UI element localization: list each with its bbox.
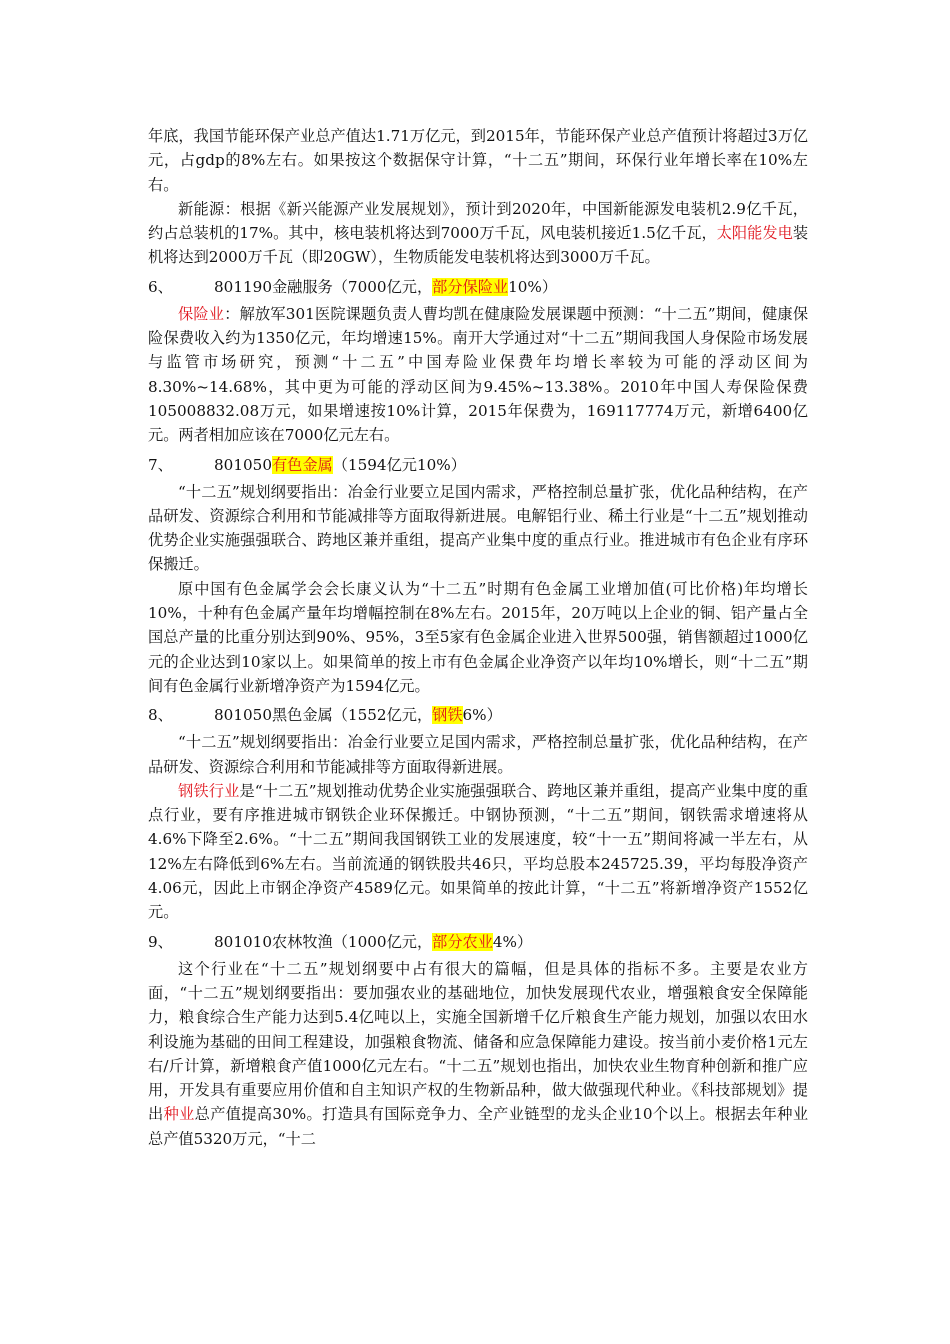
document-body xyxy=(148,124,808,1151)
heading-text: 801050 xyxy=(214,455,272,474)
heading-text: 6%） xyxy=(462,706,502,725)
highlighted-keyword-insurance: 部分保险业 xyxy=(432,277,509,296)
section-heading-7 xyxy=(148,453,808,477)
paragraph-new-energy xyxy=(148,197,808,270)
section-number: 6、 xyxy=(148,277,173,296)
paragraph-text: ：解放军301医院课题负责人曹均凯在健康险发展课题中预测：“十二五”期间，健康保险保费收入约为1350亿元，年均增速15%。南开大学通过对“十二五”期间我国人身保险市场发展与监管市场研究，预测“十二五”中国寿险业保费年均增长率较为可能的浮动区间为8.30%~14.68%，其中更为可能的浮动区间为9.45%~13.38%。2010年中国人寿保险保费105008832.08万元，如果增速按10%计算，2015年保费为，169117774万元，新增6400亿元。两者相加应该在7000亿元左右。 xyxy=(148,304,809,445)
heading-text: 801190金融服务（7000亿元， xyxy=(214,277,433,296)
paragraph-text: 装机将达到2000万千瓦（即20GW），生物质能发电装机将达到3000万千瓦。 xyxy=(148,224,809,267)
red-keyword-solar: 太阳能发电 xyxy=(716,224,793,243)
section-number: 7、 xyxy=(148,455,173,474)
heading-text: 10%） xyxy=(508,277,558,296)
paragraph-nonferrous-forecast xyxy=(148,577,808,698)
red-keyword-seed-industry: 种业 xyxy=(163,1105,195,1124)
section-heading-9 xyxy=(148,930,808,954)
heading-text: （1594亿元10%） xyxy=(332,455,466,474)
highlighted-keyword-steel: 钢铁 xyxy=(432,706,463,725)
paragraph-text: “十二五”规划纲要指出：冶金行业要立足国内需求，严格控制总量扩张，优化品种结构，在产品研发、资源综合利用和节能减排等方面取得新进展。电解铝行业、稀土行业是“十二五”规划推动优势企业实施强强联合、跨地区兼并重组，提高产业集中度的重点行业。推进城市有色企业有序环保搬迁。 xyxy=(148,482,808,574)
heading-text: 801050黑色金属（1552亿元， xyxy=(214,706,433,725)
paragraph-ferrous-plan xyxy=(148,730,808,779)
section-heading-6 xyxy=(148,275,808,299)
red-keyword-insurance: 保险业 xyxy=(178,304,225,323)
highlighted-keyword-agriculture: 部分农业 xyxy=(432,932,493,951)
paragraph-agriculture xyxy=(148,957,808,1151)
highlighted-keyword-nonferrous: 有色金属 xyxy=(271,455,333,474)
paragraph-text: 总产值提高30%。打造具有国际竞争力、全产业链型的龙头企业10个以上。根据去年种业总产值5320万元，“十二 xyxy=(148,1105,809,1148)
section-heading-8 xyxy=(148,703,808,727)
paragraph-text: 原中国有色金属学会会长康义认为“十二五”时期有色金属工业增加值(可比价格)年均增长10%，十种有色金属产量年均增幅控制在8%左右。2015年，20万吨以上企业的铜、铝产量占全国总产量的比重分别达到90%、95%，3至5家有色金属企业进入世界500强，销售额超过1000亿元的企业达到10家以上。如果简单的按上市有色金属企业净资产以年均10%增长，则“十二五”期间有色金属行业新增净资产为1594亿元。 xyxy=(148,579,808,695)
paragraph-text: “十二五”规划纲要指出：冶金行业要立足国内需求，严格控制总量扩张，优化品种结构，在产品研发、资源综合利用和节能减排等方面取得新进展。 xyxy=(148,733,808,776)
paragraph-text: 年底，我国节能环保产业总产值达1.71万亿元，到2015年，节能环保产业总产值预计将超过3万亿元，占gdp的8%左右。如果按这个数据保守计算，“十二五”期间，环保行业年增长率在10%左右。 xyxy=(148,127,808,194)
paragraph-steel-industry xyxy=(148,779,808,925)
paragraph-text: 是“十二五”规划推动优势企业实施强强联合、跨地区兼并重组，提高产业集中度的重点行业，要有序推进城市钢铁企业环保搬迁。中钢协预测，“十二五”期间，钢铁需求增速将从4.6%下降至2.6%。“十二五”期间我国钢铁工业的发展速度，较“十一五”期间将减一半左右，从12%左右降低到6%左右。当前流通的钢铁股共46只，平均总股本245725.39，平均每股净资产4.06元，因此上市钢企净资产4589亿元。如果简单的按此计算，“十二五”将新增净资产1552亿元。 xyxy=(148,781,809,922)
heading-text: 4%） xyxy=(492,932,533,951)
paragraph-text: 新能源：根据《新兴能源产业发展规划》，预计到2020年，中国新能源发电装机2.9亿千瓦，约占总装机的17%。其中，核电装机将达到7000万千瓦，风电装机接近1.5亿千瓦， xyxy=(148,199,808,243)
section-number: 9、 xyxy=(148,932,173,951)
paragraph-insurance xyxy=(148,302,808,448)
paragraph-env-growth xyxy=(148,124,808,197)
section-number: 8、 xyxy=(148,706,173,725)
heading-text: 801010农林牧渔（1000亿元， xyxy=(214,932,433,951)
paragraph-text: 这个行业在“十二五”规划纲要中占有很大的篇幅，但是具体的指标不多。主要是农业方面，“十二五”规划纲要指出：要加强农业的基础地位，加快发展现代农业，增强粮食安全保障能力，粮食综合生产能力达到5.4亿吨以上，实施全国新增千亿斤粮食生产能力规划，加强以农田水利设施为基础的田间工程建设，加强粮食物流、储备和应急保障能力建设。按当前小麦价格1元左右/斤计算，新增粮食产值1000亿元左右。“十二五”规划也指出，加快农业生物育种创新和推广应用，开发具有重要应用价值和自主知识产权的生物新品种，做大做强现代种业。《科技部规划》提出 xyxy=(148,959,808,1124)
red-keyword-steel-industry: 钢铁行业 xyxy=(178,781,240,800)
paragraph-nonferrous-plan xyxy=(148,480,808,577)
